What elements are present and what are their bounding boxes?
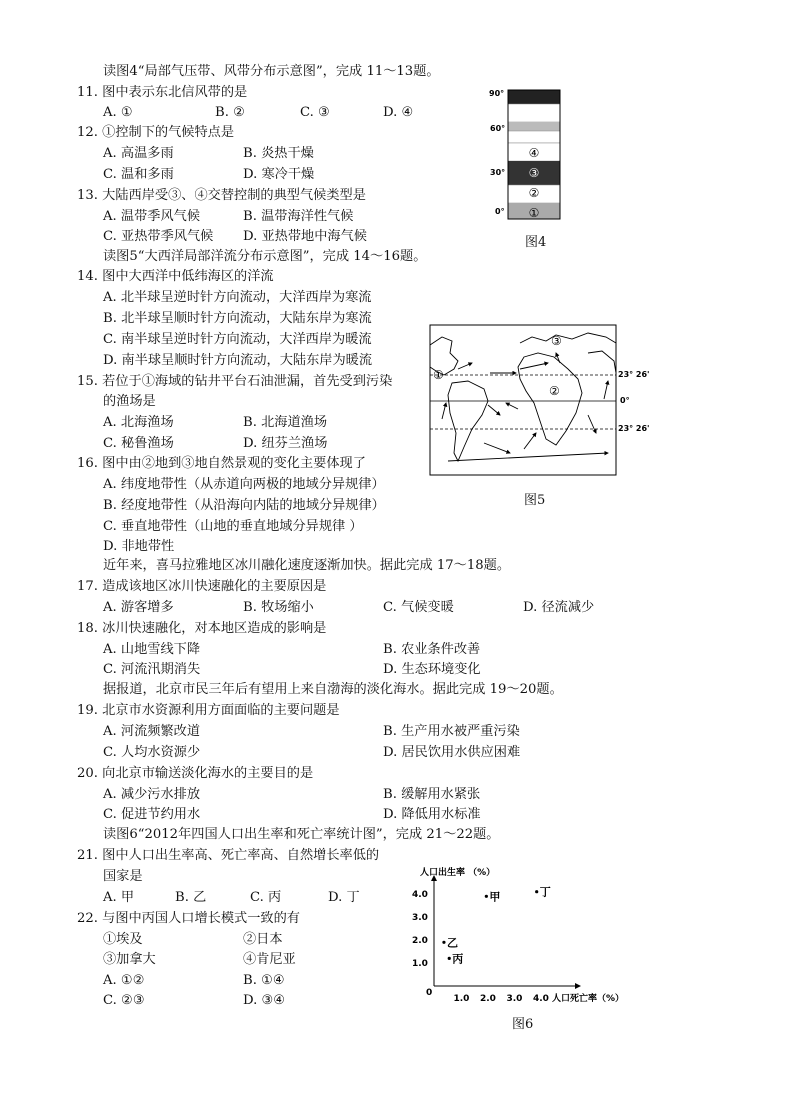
zone-marker-3: ③ — [528, 166, 540, 180]
zone-marker-1: ① — [528, 206, 540, 220]
text-line: B. 北半球呈顺时针方向流动，大陆东岸为寒流 — [103, 311, 372, 326]
figure-6-caption: 图6 — [512, 1017, 534, 1032]
text-line: ④肯尼亚 — [243, 952, 296, 967]
lat-label-tropic-south: 23° 26' — [618, 424, 650, 433]
text-line: C. 人均水资源少 — [103, 745, 201, 760]
data-point — [442, 941, 445, 944]
lat-label-90: 90° — [489, 89, 505, 98]
text-line: ①埃及 — [103, 932, 143, 947]
y-tick-label: 1.0 — [412, 959, 428, 969]
text-line: 读图5“大西洋局部洋流分布示意图”，完成 14～16题。 — [103, 249, 427, 264]
text-line: B. 牧场缩小 — [243, 600, 314, 615]
text-line: C. 垂直地带性（山地的垂直地域分异规律 ） — [103, 519, 363, 534]
text-line: 近年来，喜马拉雅地区冰川融化速度逐渐加快。据此完成 17～18题。 — [103, 558, 511, 573]
text-line: 15. 若位于①海域的钻井平台石油泄漏，首先受到污染 — [77, 374, 393, 389]
text-line: 14. 图中大西洋中低纬海区的洋流 — [77, 269, 274, 284]
figure-6-birth-death-rate-chart — [410, 862, 640, 1010]
text-line: C. ②③ — [103, 993, 145, 1008]
text-line: C. 气候变暖 — [383, 600, 454, 615]
x-tick-label: 4.0 — [533, 994, 549, 1004]
text-line: B. 生产用水被严重污染 — [383, 724, 520, 739]
text-line: A. 山地雪线下降 — [103, 642, 201, 657]
text-line: 19. 北京市水资源利用方面面临的主要问题是 — [77, 703, 340, 718]
data-point — [535, 890, 538, 893]
text-line: A. 游客增多 — [103, 600, 174, 615]
text-line: A. 河流频繁改道 — [103, 724, 201, 739]
text-line: A. 甲 — [103, 890, 135, 905]
text-line: A. 北海渔场 — [103, 415, 174, 430]
text-line: B. ② — [215, 105, 245, 120]
text-line: B. 缓解用水紧张 — [383, 787, 481, 802]
figure-4-caption: 图4 — [525, 235, 547, 250]
text-line: 17. 造成该地区冰川快速融化的主要原因是 — [77, 579, 327, 594]
data-point — [485, 895, 488, 898]
text-line: D. 丁 — [328, 890, 360, 905]
text-line: 13. 大陆西岸受③、④交替控制的典型气候类型是 — [77, 188, 366, 203]
lat-label-0: 0° — [495, 207, 505, 216]
text-line: ②日本 — [243, 932, 283, 947]
text-line: D. 南半球呈顺时针方向流动，大陆东岸为暖流 — [103, 353, 373, 368]
text-line: A. ① — [103, 105, 133, 120]
text-line: 22. 与图中丙国人口增长模式一致的有 — [77, 911, 300, 926]
text-line: D. 纽芬兰渔场 — [243, 436, 328, 451]
text-line: B. 炎热干燥 — [243, 146, 314, 161]
text-line: B. 农业条件改善 — [383, 642, 481, 657]
x-tick-label: 1.0 — [453, 994, 470, 1004]
text-line: C. 河流汛期消失 — [103, 662, 201, 677]
text-line: D. 生态环境变化 — [383, 662, 481, 677]
text-line: B. ①④ — [243, 973, 285, 988]
map-point-1: ① — [433, 368, 444, 382]
text-line: D. 非地带性 — [103, 539, 175, 554]
text-line: 读图4“局部气压带、风带分布示意图”，完成 11～13题。 — [103, 64, 440, 79]
text-line: B. 温带海洋性气候 — [243, 209, 354, 224]
text-line: A. 高温多雨 — [103, 146, 174, 161]
text-line: C. ③ — [300, 105, 330, 120]
data-point — [448, 957, 451, 960]
text-line: A. 温带季风气候 — [103, 209, 201, 224]
map-point-3: ③ — [551, 334, 562, 348]
text-line: D. ③④ — [243, 993, 286, 1008]
text-line: 21. 图中人口出生率高、死亡率高、自然增长率低的 — [77, 848, 380, 863]
text-line: B. 经度地带性（从沿海向内陆的地域分异规律） — [103, 498, 385, 513]
figure-5-caption: 图5 — [524, 493, 546, 508]
data-point-label: 乙 — [446, 936, 458, 950]
y-tick-label: 3.0 — [412, 913, 428, 923]
text-line: D. 亚热带地中海气候 — [243, 229, 367, 244]
lat-label-tropic-north: 23° 26' — [618, 370, 650, 379]
text-line: A. 北半球呈逆时针方向流动，大洋西岸为寒流 — [103, 290, 372, 305]
text-line: 18. 冰川快速融化，对本地区造成的影响是 — [77, 621, 327, 636]
figure-4-pressure-wind-belts — [488, 84, 568, 224]
lat-label-60: 60° — [490, 124, 506, 133]
text-line: 国家是 — [103, 869, 143, 884]
zone-marker-4: ④ — [528, 146, 540, 160]
text-line: 12. ①控制下的气候特点是 — [77, 125, 235, 140]
text-line: 据报道，北京市民三年后有望用上来自渤海的淡化海水。据此完成 19～20题。 — [103, 682, 563, 697]
lat-label-30: 30° — [490, 168, 506, 177]
x-axis-label: 人口死亡率（%） — [552, 994, 625, 1004]
text-line: C. 南半球呈逆时针方向流动，大洋西岸为暖流 — [103, 332, 372, 347]
origin-label: 0 — [426, 988, 433, 998]
text-line: 16. 图中由②地到③地自然景观的变化主要体现了 — [77, 456, 366, 471]
text-line: B. 乙 — [175, 890, 207, 905]
text-line: C. 秘鲁渔场 — [103, 436, 174, 451]
y-tick-label: 2.0 — [412, 936, 428, 946]
figure-5-atlantic-currents-map — [428, 323, 670, 478]
text-line: C. 温和多雨 — [103, 167, 174, 182]
data-point-label: 甲 — [489, 890, 501, 904]
text-line: D. 径流减少 — [523, 600, 595, 615]
text-line: 11. 图中表示东北信风带的是 — [77, 85, 248, 100]
y-tick-label: 4.0 — [412, 890, 428, 900]
text-line: D. 居民饮用水供应困难 — [383, 745, 521, 760]
text-line: C. 亚热带季风气候 — [103, 229, 214, 244]
text-line: D. 降低用水标准 — [383, 807, 481, 822]
x-tick-label: 3.0 — [506, 994, 523, 1004]
text-line: 读图6“2012年四国人口出生率和死亡率统计图”，完成 21～22题。 — [103, 827, 500, 842]
zone-marker-2: ② — [528, 186, 540, 200]
x-tick-label: 2.0 — [480, 994, 496, 1004]
data-point-label: 丁 — [539, 885, 551, 899]
text-line: D. ④ — [383, 105, 414, 120]
text-line: 20. 向北京市输送淡化海水的主要目的是 — [77, 766, 314, 781]
map-point-2: ② — [549, 384, 560, 398]
y-axis-label: 人口出生率 （%） — [420, 868, 496, 878]
text-line: ③加拿大 — [103, 952, 156, 967]
text-line: B. 北海道渔场 — [243, 415, 328, 430]
text-line: D. 寒冷干燥 — [243, 167, 315, 182]
data-point-label: 丙 — [452, 952, 464, 966]
lat-label-equator: 0° — [620, 396, 630, 405]
text-line: 的渔场是 — [103, 394, 156, 409]
text-line: C. 丙 — [250, 890, 282, 905]
text-line: A. ①② — [103, 973, 145, 988]
text-line: A. 减少污水排放 — [103, 787, 201, 802]
text-line: A. 纬度地带性（从赤道向两极的地域分异规律） — [103, 477, 385, 492]
text-line: C. 促进节约用水 — [103, 807, 201, 822]
